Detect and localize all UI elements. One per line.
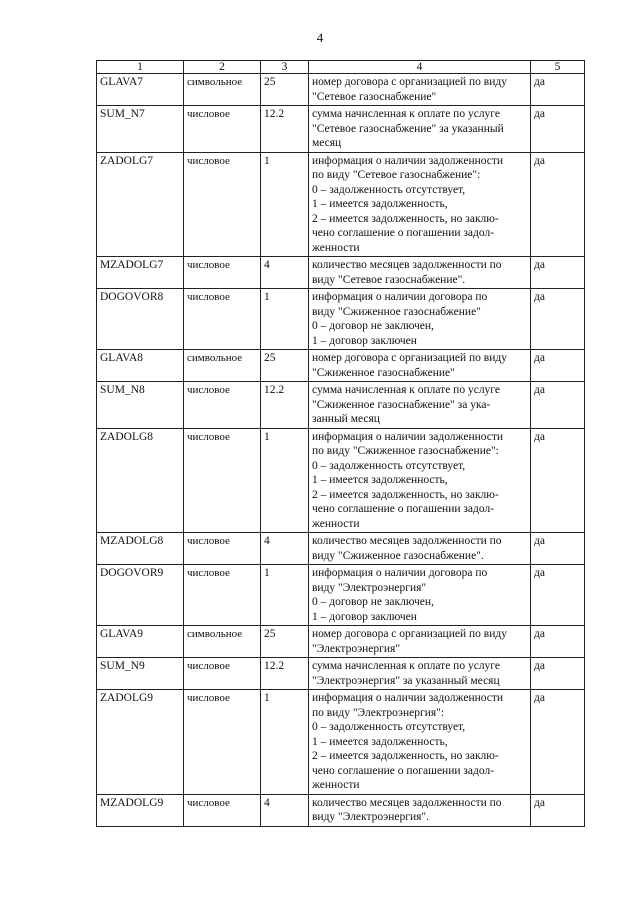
description-line: количество месяцев задолженности по [312, 796, 502, 809]
description-line: информация о наличии договора по [312, 567, 488, 579]
description-line: занный месяц [312, 413, 380, 425]
description-line: чено соглашение о погашении задол- [312, 503, 495, 515]
table-row [97, 74, 585, 106]
description-line: номер договора с организацией по виду [312, 628, 507, 640]
description-line: количество месяцев задолженности по [312, 535, 502, 547]
description-line: "Сетевое газоснабжение" за указанный [312, 122, 504, 135]
field-type-cell: числовое [184, 794, 261, 826]
field-name-cell: ZADOLG8 [97, 428, 184, 533]
description-line: месяц [312, 137, 342, 149]
field-name-cell: MZADOLG9 [97, 794, 184, 826]
field-required-cell: да [531, 257, 585, 289]
header-col-3: 3 [261, 61, 309, 74]
description-line: женности [312, 517, 360, 530]
description-line: виду "Сжиженное газоснабжение". [312, 549, 484, 562]
table-row [97, 428, 585, 533]
description-line: виду "Сетевое газоснабжение". [312, 273, 466, 286]
field-format-cell: 25 [261, 626, 309, 658]
field-format-cell: 4 [261, 533, 309, 565]
header-col-5: 5 [531, 61, 585, 74]
field-description-cell [309, 74, 531, 106]
field-description-cell [309, 428, 531, 533]
description-line: "Электроэнергия" за указанный месяц [312, 674, 500, 687]
description-line: 1 – договор заключен [312, 610, 417, 623]
description-line: 0 – договор не заключен, [312, 320, 434, 332]
field-name-cell: ZADOLG9 [97, 690, 184, 795]
field-format-cell: 1 [261, 690, 309, 795]
description-line: 1 – имеется задолженность, [312, 198, 448, 210]
field-description-cell [309, 350, 531, 382]
description-line: по виду "Электроэнергия": [312, 706, 445, 719]
field-name-cell: SUM_N7 [97, 106, 184, 153]
field-description-cell [309, 533, 531, 565]
description-line: виду "Сжиженное газоснабжение" [312, 305, 481, 318]
field-description-cell [309, 658, 531, 690]
field-required-cell: да [531, 626, 585, 658]
description-line: 0 – задолженность отсутствует, [312, 183, 466, 196]
field-type-cell: символьное [184, 350, 261, 382]
fields-table [96, 60, 585, 827]
field-format-cell: 1 [261, 428, 309, 533]
table-row [97, 382, 585, 429]
table-row [97, 350, 585, 382]
field-required-cell: да [531, 382, 585, 429]
field-type-cell: числовое [184, 106, 261, 153]
table-row [97, 565, 585, 626]
field-type-cell: числовое [184, 690, 261, 795]
header-col-4: 4 [309, 61, 531, 74]
header-col-1: 1 [97, 61, 184, 74]
field-name-cell: MZADOLG7 [97, 257, 184, 289]
description-line: женности [312, 779, 360, 791]
field-description-cell [309, 690, 531, 795]
table-row [97, 690, 585, 795]
description-line: информация о наличии задолженности [312, 154, 504, 167]
description-line: "Сетевое газоснабжение" [312, 90, 437, 103]
table-row [97, 257, 585, 289]
field-required-cell: да [531, 565, 585, 626]
field-format-cell: 1 [261, 565, 309, 626]
table-header [97, 61, 585, 74]
table-row [97, 626, 585, 658]
field-name-cell: MZADOLG8 [97, 533, 184, 565]
field-type-cell: числовое [184, 257, 261, 289]
description-line: сумма начисленная к оплате по услуге [312, 384, 500, 396]
field-description-cell [309, 152, 531, 257]
field-format-cell: 1 [261, 289, 309, 350]
field-format-cell: 4 [261, 794, 309, 826]
field-format-cell: 12.2 [261, 658, 309, 690]
description-line: 2 – имеется задолженность, но заклю- [312, 488, 499, 501]
field-type-cell: числовое [184, 658, 261, 690]
field-description-cell [309, 106, 531, 153]
field-required-cell: да [531, 74, 585, 106]
field-description-cell [309, 257, 531, 289]
field-name-cell: GLAVA8 [97, 350, 184, 382]
field-required-cell: да [531, 152, 585, 257]
description-line: 1 – имеется задолженность, [312, 735, 448, 748]
description-line: информация о наличии договора по [312, 291, 488, 303]
field-required-cell: да [531, 428, 585, 533]
field-description-cell [309, 382, 531, 429]
description-line: номер договора с организацией по виду [312, 352, 507, 364]
field-format-cell: 1 [261, 152, 309, 257]
description-line: чено соглашение о погашении задол- [312, 764, 495, 777]
description-line: виду "Электроэнергия". [312, 811, 429, 823]
description-line: информация о наличии задолженности [312, 430, 504, 443]
field-format-cell: 12.2 [261, 382, 309, 429]
field-type-cell: символьное [184, 626, 261, 658]
description-line: 0 – договор не заключен, [312, 596, 434, 608]
field-description-cell [309, 794, 531, 826]
page-number: 4 [316, 30, 324, 45]
description-line: 0 – задолженность отсутствует, [312, 721, 466, 733]
field-description-cell [309, 626, 531, 658]
field-required-cell: да [531, 690, 585, 795]
field-description-cell [309, 565, 531, 626]
field-name-cell: GLAVA9 [97, 626, 184, 658]
field-format-cell: 25 [261, 74, 309, 106]
field-name-cell: SUM_N9 [97, 658, 184, 690]
description-line: сумма начисленная к оплате по услуге [312, 660, 500, 672]
description-line: "Сжиженное газоснабжение" за ука- [312, 398, 491, 411]
field-type-cell: числовое [184, 289, 261, 350]
table-row [97, 794, 585, 826]
field-type-cell: числовое [184, 152, 261, 257]
table-row [97, 106, 585, 153]
table-row [97, 658, 585, 690]
field-format-cell: 12.2 [261, 106, 309, 153]
field-name-cell: DOGOVOR8 [97, 289, 184, 350]
table-row [97, 289, 585, 350]
field-required-cell: да [531, 533, 585, 565]
description-line: чено соглашение о погашении задол- [312, 227, 495, 239]
description-line: количество месяцев задолженности по [312, 259, 502, 271]
field-description-cell [309, 289, 531, 350]
field-required-cell: да [531, 350, 585, 382]
field-type-cell: числовое [184, 533, 261, 565]
description-line: по виду "Сжиженное газоснабжение": [312, 445, 499, 457]
description-line: сумма начисленная к оплате по услуге [312, 108, 500, 120]
description-line: 1 – договор заключен [312, 334, 417, 347]
field-type-cell: числовое [184, 565, 261, 626]
description-line: 2 – имеется задолженность, но заклю- [312, 750, 499, 762]
description-line: виду "Электроэнергия" [312, 581, 427, 594]
description-line: женности [312, 241, 360, 254]
field-format-cell: 25 [261, 350, 309, 382]
field-name-cell: SUM_N8 [97, 382, 184, 429]
field-required-cell: да [531, 106, 585, 153]
table-row [97, 152, 585, 257]
description-line: по виду "Сетевое газоснабжение": [312, 169, 481, 181]
description-line: "Электроэнергия" [312, 642, 401, 655]
field-required-cell: да [531, 289, 585, 350]
field-type-cell: числовое [184, 428, 261, 533]
field-type-cell: символьное [184, 74, 261, 106]
table-row [97, 533, 585, 565]
field-format-cell: 4 [261, 257, 309, 289]
field-required-cell: да [531, 658, 585, 690]
header-row [97, 61, 585, 74]
header-col-2: 2 [184, 61, 261, 74]
description-line: 0 – задолженность отсутствует, [312, 459, 466, 472]
description-line: "Сжиженное газоснабжение" [312, 366, 455, 379]
field-required-cell: да [531, 794, 585, 826]
description-line: информация о наличии задолженности [312, 692, 504, 704]
field-name-cell: DOGOVOR9 [97, 565, 184, 626]
field-name-cell: ZADOLG7 [97, 152, 184, 257]
description-line: номер договора с организацией по виду [312, 76, 507, 88]
field-type-cell: числовое [184, 382, 261, 429]
field-name-cell: GLAVA7 [97, 74, 184, 106]
description-line: 1 – имеется задолженность, [312, 474, 448, 486]
description-line: 2 – имеется задолженность, но заклю- [312, 212, 499, 225]
table-body [97, 74, 585, 827]
